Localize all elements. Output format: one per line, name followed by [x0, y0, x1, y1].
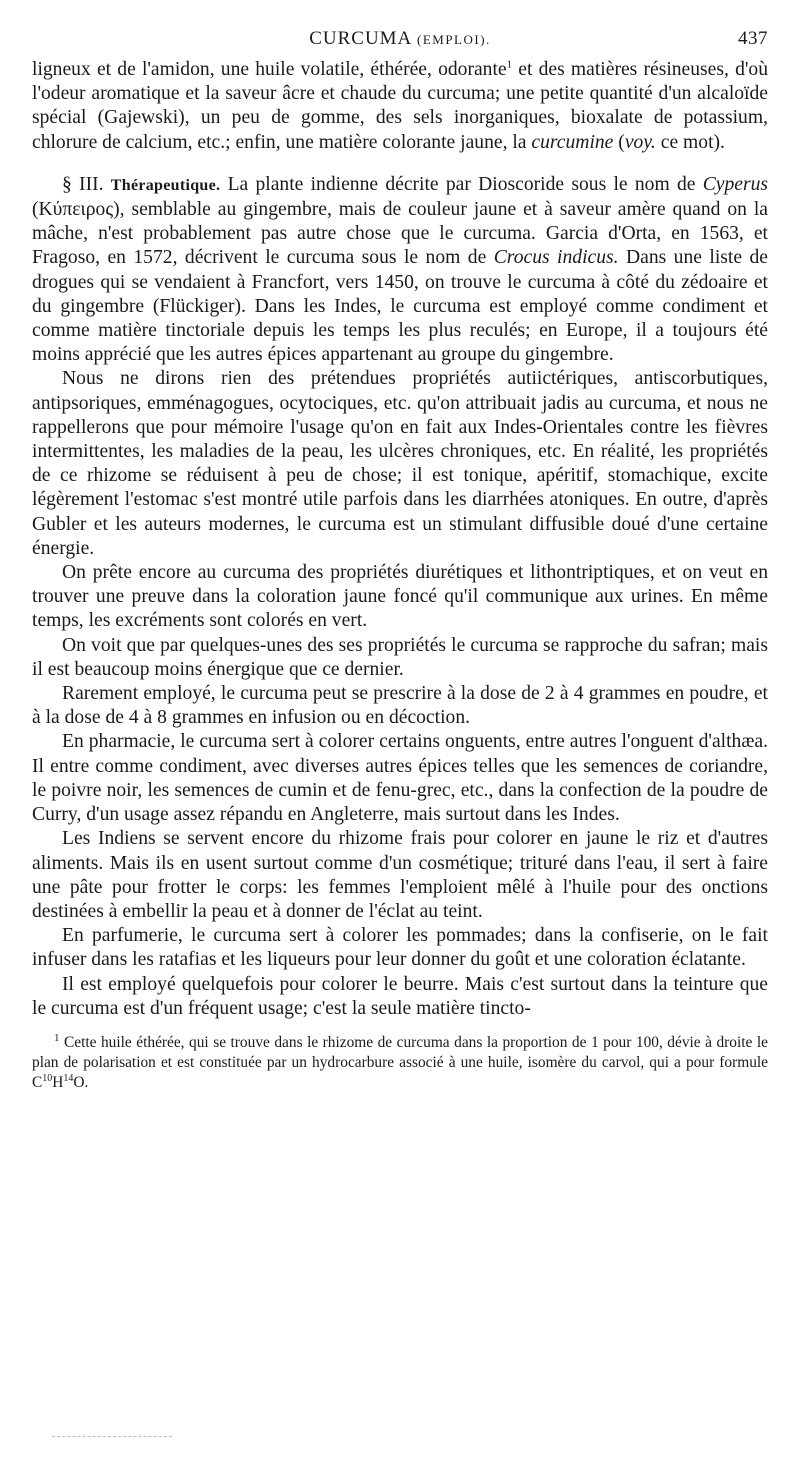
book-page [32, 22, 768, 1092]
intro-text: ligneux et de l'amidon, une huile volatile, éthérée, odorante [32, 59, 507, 80]
intro-tail: ce mot). [655, 131, 725, 153]
footnote-text: Cette huile éthérée, qui se trouve dans le rhizome de curcuma dans la proportion de 1 pour 100, dévie à droite le plan de polarisation et est constituée par un hydrocarbure associé à une huile, isomère du carvol, qui a pour formule C [32, 1033, 768, 1091]
section-text-c: Dans une liste de drogues qui se vendaient à Francfort, vers 1450, on trouve le curcuma à côté du zédoaire et du gingembre (Flückiger). Dans les Indes, le curcuma est employé comme condiment et comme matière tinctoriale depuis les temps les plus reculés; en Europe, il a toujours été moins apprécié que les autres épices appartenant au groupe du gingembre. [32, 247, 768, 366]
formula-o: O. [73, 1073, 89, 1091]
section-text-b: , semblable au gingembre, mais de couleur jaune et à saveur amère quand on la mâche, n'est probablement pas autre chose que le curcuma. Garcia d'Orta, en 1563, et Fragoso, en 1572, décrivent le curcuma sous le nom de [32, 199, 768, 269]
intro-text-rest: et des matières résineuses, d'où l'odeur aromatique et la saveur âcre et chaude du curcuma; une petite quantité d'un alcaloïde spécial (Gajewski), un peu de gomme, des sels inorganiques, bioxalate de potassium, chlorure de calcium, etc.; enfin, une matière colorante jaune, la [32, 59, 768, 153]
footnote [32, 1033, 768, 1092]
running-title-main: CURCUMA [309, 28, 412, 49]
cyperus-term: Cyperus [702, 173, 768, 195]
page-number: 437 [738, 28, 768, 49]
paragraph: Il est employé quelquefois pour colorer le beurre. Mais c'est surtout dans la teinture que le curcuma est d'un fréquent usage; c'est la seule matière tincto- [32, 973, 768, 1019]
section-therapeutique [32, 173, 768, 1021]
paragraph: Les Indiens se servent encore du rhizome frais pour colorer en jaune le riz et d'autres aliments. Mais ils en usent surtout comme d'un cosmétique; trituré dans l'eau, il sert à faire une pâte pour frotter le corps: les femmes l'emploient mêlé à l'huile pour des onctions destinées à embellir la peau et à donner de l'éclat au teint. [32, 828, 768, 922]
section-number: § III. [62, 173, 104, 195]
formula-h-letter: H [52, 1073, 64, 1091]
paragraph: On prête encore au curcuma des propriétés diurétiques et lithontriptiques, et on veut en trouver une preuve dans la coloration jaune foncé qu'il communique aux urines. En même temps, les excréments sont colorés en vert. [32, 562, 768, 632]
paragraph: On voit que par quelques-unes des ses propriétés le curcuma se rapproche du safran; mais il est beaucoup moins énergique que ce dernier. [32, 634, 768, 680]
formula-c-subscript: 10 [42, 1072, 53, 1084]
section-text-a: La plante indienne décrite par Dioscoride sous le nom de [220, 173, 703, 195]
page-edge-mark [52, 1436, 172, 1439]
footnote-reference: 1 [506, 58, 513, 71]
section-heading: Thérapeutique. [110, 176, 221, 194]
running-title [32, 28, 768, 50]
intro-paren-open: ( [613, 131, 625, 153]
paragraph: En pharmacie, le curcuma sert à colorer certains onguents, entre autres l'onguent d'althæa. Il entre comme condiment, avec diverses autres épices telles que les semences de coriandre, le poivre noir, les semences de cumin et de fenu-grec, etc., dans la confection de la poudre de Curry, d'un usage assez répandu en Angleterre, mais surtout dans les Indes. [32, 731, 768, 826]
voy-abbrev: voy. [624, 131, 656, 153]
running-header [32, 22, 768, 58]
footnote-mark: 1 [54, 1031, 60, 1044]
body-text [32, 58, 768, 1021]
section-first-paragraph [32, 173, 768, 368]
intro-paragraph [32, 58, 768, 155]
paragraph: En parfumerie, le curcuma sert à colorer les pommades; dans la confiserie, on le fait infuser dans les ratafias et les liqueurs pour leur donner du goût et une coloration éclatante. [32, 925, 768, 971]
running-title-sub: (EMPLOI). [416, 32, 491, 47]
crocus-term: Crocus indicus. [493, 247, 619, 269]
greek-term: (Κύπειρος) [32, 199, 120, 221]
paragraph: Nous ne dirons rien des prétendues propriétés autiictériques, antiscorbutiques, antipsoriques, emménagogues, ocytociques, etc. qu'on attribuait jadis au curcuma, et nous ne rappellerons que pour mémoire l'usage qu'on en fait aux Indes-Orientales contre les fièvres intermittentes, les maladies de la peau, les ulcères chroniques, etc. En réalité, les propriétés de ce rhizome se réduisent à peu de chose; il est tonique, apéritif, stomachique, excite légèrement l'estomac s'est montré utile parfois dans les diarrhées atoniques. En outre, d'après Gubler et les auteurs modernes, le curcuma est un stimulant diffusible doué d'une certaine énergie. [32, 368, 768, 559]
paragraph: Rarement employé, le curcuma peut se prescrire à la dose de 2 à 4 grammes en poudre, et à la dose de 4 à 8 grammes en infusion ou en décoction. [32, 683, 768, 729]
curcumine-term: curcumine [531, 131, 614, 153]
formula-h-subscript: 14 [63, 1072, 74, 1084]
